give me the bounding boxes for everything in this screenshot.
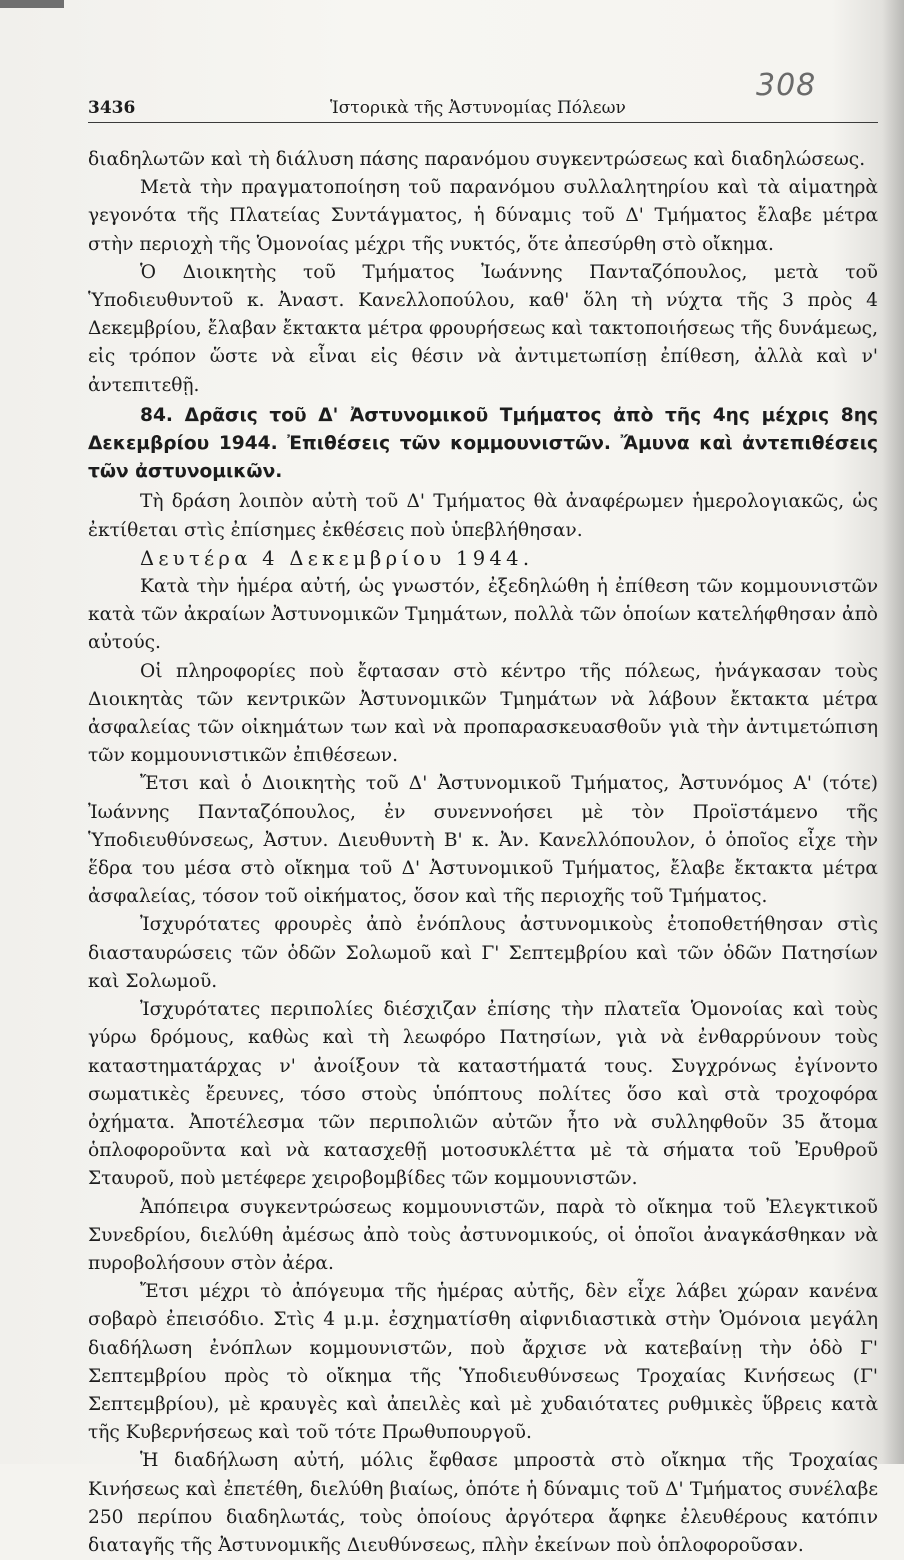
paragraph: Οἱ πληροφορίες ποὺ ἔφτασαν στὸ κέντρο τῆς πόλεως, ἠνάγκασαν τοὺς Διοικητὰς τῶν κεντρικῶν Ἀστυνομικῶν Τμημάτων νὰ λάβουν ἔκτακτα μέτρα ἀσφαλείας τῶν οἰκημάτων των καὶ νὰ προπαρασκευασθοῦν γιὰ τὴν ἀντιμετώπιση τῶν κομμουνιστικῶν ἐπιθέσεων.	[88, 660, 878, 767]
paragraph: διαδηλωτῶν καὶ τὴ διάλυση πάσης παρανόμου συγκεντρώσεως καὶ διαδηλώσεως.	[88, 149, 866, 170]
body-text	[88, 146, 878, 1560]
paragraph: Τὴ δράση λοιπὸν αὐτὴ τοῦ Δ' Τμήματος θὰ ἀναφέρωμεν ἡμερολογιακῶς, ὡς ἐκτίθεται στὶς ἐπίσημες ἐκθέσεις ποὺ ὑπεβλήθησαν.	[88, 491, 878, 541]
paragraph: Κατὰ τὴν ἡμέρα αὐτή, ὡς γνωστόν, ἐξεδηλώθη ἡ ἐπίθεση τῶν κομμουνιστῶν κατὰ τῶν ἀκραίων Ἀστυνομικῶν Τμημάτων, πολλὰ τῶν ὁποίων κατελήφθησαν ἀπὸ αὐτούς.	[88, 576, 878, 654]
running-header	[88, 96, 878, 123]
paragraph: Μετὰ τὴν πραγματοποίηση τοῦ παρανόμου συλλαλητηρίου καὶ τὰ αἱματηρὰ γεγονότα τῆς Πλατείας Συντάγματος, ἡ δύναμις τοῦ Δ' Τμήματος ἔλαβε μέτρα στὴν περιοχὴ τῆς Ὁμονοίας μέχρι τῆς νυκτός, ὅτε ἀπεσύρθη στὸ οἴκημα.	[88, 177, 878, 255]
running-title: Ἱστορικὰ τῆς Ἀστυνομίας Πόλεων	[330, 98, 626, 118]
paragraph: Ἰσχυρότατες περιπολίες διέσχιζαν ἐπίσης τὴν πλατεῖα Ὁμονοίας καὶ τοὺς γύρω δρόμους, καθὼς καὶ τὴ λεωφόρο Πατησίων, γιὰ νὰ ἐνθαρρύνουν τοὺς καταστηματάρχας ν' ἀνοίξουν τὰ καταστήματά τους. Συγχρόνως ἐγίνοντο σωματικὲς ἔρευνες, τόσο στοὺς ὑπόπτους πολίτες ὅσο καὶ στὰ τροχοφόρα ὀχήματα. Ἀποτέλεσμα τῶν περιπολιῶν αὐτῶν ἦτο νὰ συλληφθοῦν 35 ἄτομα ὁπλοφοροῦντα καὶ νὰ κατασχεθῇ μοτοσυκλέττα μὲ τὰ σήματα τοῦ Ἐρυθροῦ Σταυροῦ, ποὺ μετέφερε χειροβομβίδες τῶν κομμουνιστῶν.	[88, 999, 878, 1190]
date-heading: Δευτέρα 4 Δεκεμβρίου 1944.	[140, 546, 534, 570]
paragraph: Ἔτσι μέχρι τὸ ἀπόγευμα τῆς ἡμέρας αὐτῆς, δὲν εἶχε λάβει χώραν κανένα σοβαρὸ ἐπεισόδιο. Στὶς 4 μ.μ. ἐσχηματίσθη αἰφνιδιαστικὰ στὴν Ὁμόνοια μεγάλη διαδήλωση ἐνόπλων κομμουνιστῶν, ποὺ ἄρχισε νὰ κατεβαίνῃ τὴν ὁδὸ Γ' Σεπτεμβρίου πρὸς τὸ οἴκημα τῆς Ὑποδιευθύνσεως Τροχαίας Κινήσεως (Γ' Σεπτεμβρίου), μὲ κραυγὲς καὶ ἀπειλὲς καὶ μὲ χυδαιότατες ρυθμικὲς ὕβρεις κατὰ τῆς Κυβερνήσεως καὶ τοῦ τότε Πρωθυπουργοῦ.	[88, 1281, 878, 1444]
paragraph: Ἡ διαδήλωση αὐτή, μόλις ἔφθασε μπροστὰ στὸ οἴκημα τῆς Τροχαίας Κινήσεως καὶ ἐπετέθη, διελύθη βιαίως, ὁπότε ἡ δύναμις τοῦ Δ' Τμήματος συνέλαβε 250 περίπου διαδηλωτάς, τοὺς ὁποίους ἀργότερα ἄφηκε ἐλευθέρους κατόπιν διαταγῆς τῆς Ἀστυνομικῆς Διευθύνσεως, πλὴν ἐκείνων ποὺ ὁπλοφοροῦσαν.	[88, 1450, 878, 1556]
paragraph: Ἰσχυρότατες φρουρὲς ἀπὸ ἐνόπλους ἀστυνομικοὺς ἐτοποθετήθησαν στὶς διασταυρώσεις τῶν ὁδῶν Σολωμοῦ καὶ Γ' Σεπτεμβρίου καὶ τῶν ὁδῶν Πατησίων καὶ Σολωμοῦ.	[88, 914, 878, 992]
paragraph: Ἔτσι καὶ ὁ Διοικητὴς τοῦ Δ' Ἀστυνομικοῦ Τμήματος, Ἀστυνόμος Α' (τότε) Ἰωάννης Πανταζόπουλος, ἐν συνεννοήσει μὲ τὸν Προϊστάμενο τῆς Ὑποδιευθύνσεως, Ἀστυν. Διευθυντὴ Β' κ. Ἀν. Κανελλόπουλον, ὁ ὁποῖος εἶχε τὴν ἕδρα του μέσα στὸ οἴκημα τοῦ Δ' Ἀστυνομικοῦ Τμήματος, ἔλαβε ἔκτακτα μέτρα ἀσφαλείας, τόσον τοῦ οἰκήματος, ὅσον καὶ τῆς περιοχῆς τοῦ Τμήματος.	[88, 773, 878, 908]
section-heading: 84. Δρᾶσις τοῦ Δ' Ἀστυνομικοῦ Τμήματος ἀπὸ τῆς 4ης μέχρις 8ης Δεκεμβρίου 1944. Ἐπιθέσεις τῶν κομμουνιστῶν. Ἄμυνα καὶ ἀντεπιθέσεις τῶν ἀστυνομικῶν.	[88, 404, 878, 483]
page-edge-shadow	[882, 0, 904, 1464]
page-number: 3436	[88, 98, 136, 118]
handwritten-page-annotation: 308	[756, 68, 817, 103]
scan-corner-mark	[0, 0, 64, 8]
paragraph: Ὁ Διοικητὴς τοῦ Τμήματος Ἰωάννης Πανταζόπουλος, μετὰ τοῦ Ὑποδιευθυντοῦ κ. Ἀναστ. Κανελλοπούλου, καθ' ὅλη τὴ νύχτα τῆς 3 πρὸς 4 Δεκεμβρίου, ἔλαβαν ἔκτακτα μέτρα φρουρήσεως καὶ τακτοποιήσεως τῆς δυνάμεως, εἰς τρόπον ὥστε νὰ εἶναι εἰς θέσιν νὰ ἀντιμετωπίσῃ ἐπίθεση, ἀλλὰ καὶ ν' ἀντεπιτεθῇ.	[88, 261, 878, 396]
paragraph: Ἀπόπειρα συγκεντρώσεως κομμουνιστῶν, παρὰ τὸ οἴκημα τοῦ Ἐλεγκτικοῦ Συνεδρίου, διελύθη ἀμέσως ἀπὸ τοὺς ἀστυνομικούς, οἱ ὁποῖοι ἀναγκάσθηκαν νὰ πυροβολήσουν στὸν ἀέρα.	[88, 1196, 878, 1274]
